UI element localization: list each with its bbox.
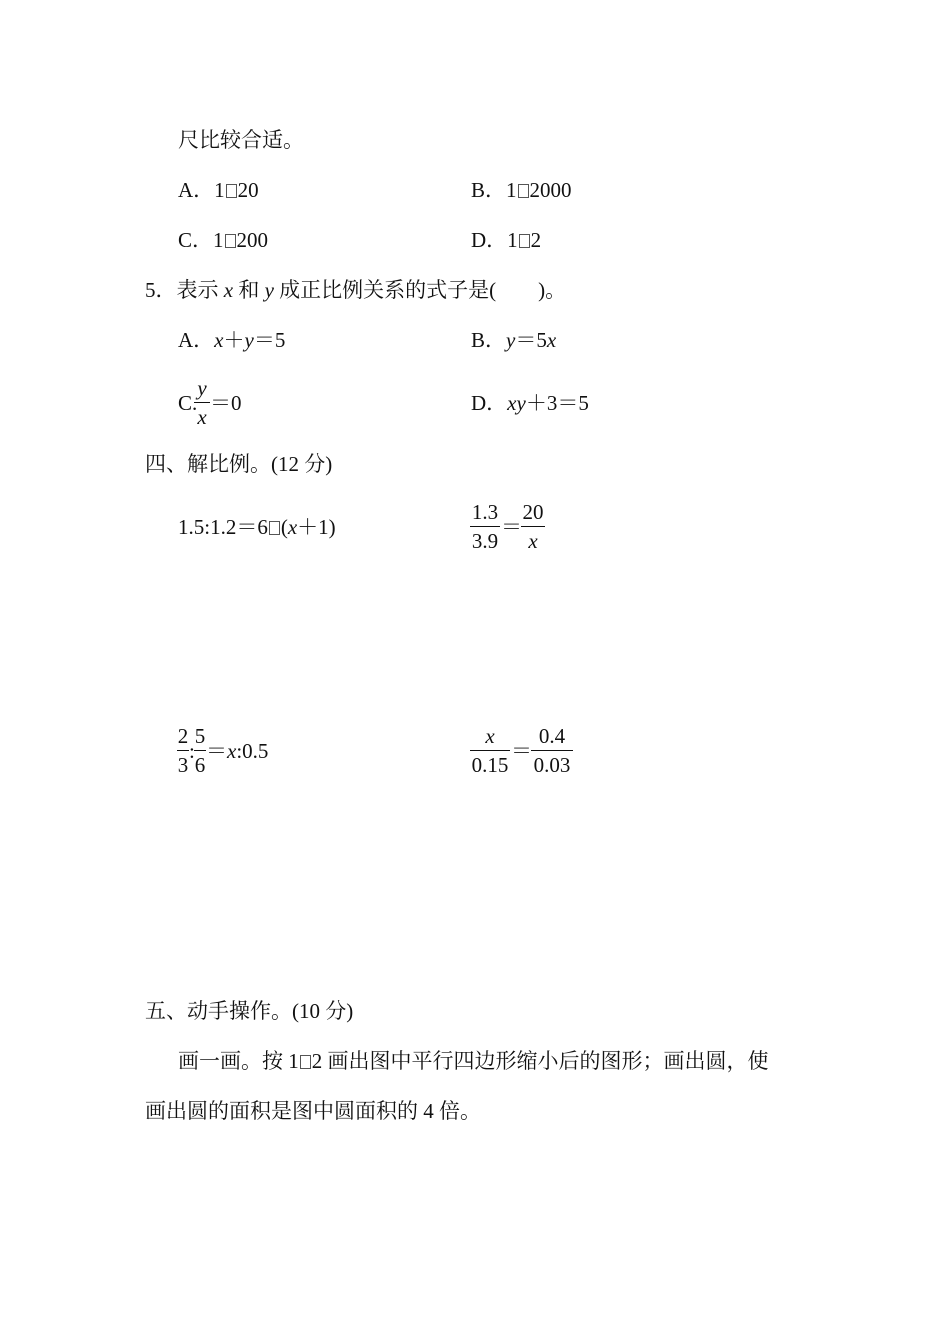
- q5-option-d: D．xy＋3＝5: [471, 391, 589, 415]
- eq3-rest: ＝x:0.5: [206, 739, 269, 763]
- ratio-box-icon: [226, 184, 237, 198]
- eq3-fraction-1: 2 3: [177, 724, 189, 777]
- section-4-title: 四、解比例。(12 分): [145, 452, 333, 476]
- section-5-title: 五、动手操作。(10 分): [145, 999, 354, 1023]
- q4-option-a: A．1 20: [178, 178, 259, 202]
- eq4-fraction-right: 0.4 0.03: [531, 724, 573, 777]
- proportion-eq-1: 1.5:1.2＝6 (x＋1): [178, 515, 336, 539]
- q5-option-a: A．x＋y＝5: [178, 328, 286, 352]
- ratio-box-icon: [300, 1055, 311, 1069]
- q4-continuation: 尺比较合适。: [178, 128, 304, 152]
- q5-option-b: B．y＝5x: [471, 328, 557, 352]
- q5-option-c-rest: ＝0: [210, 391, 242, 415]
- q4-option-b: B．1 2000: [471, 178, 572, 202]
- eq4-fraction-left: x 0.15: [471, 724, 509, 777]
- q5-stem: 5．表示 x 和 y 成正比例关系的式子是( )。: [145, 278, 567, 302]
- eq2-equals: ＝: [501, 515, 522, 539]
- section-5-instruction-line-2: 画出圆的面积是图中圆面积的 4 倍。: [145, 1099, 481, 1123]
- q5-option-c-fraction: y x: [194, 376, 210, 429]
- eq3-fraction-2: 5 6: [194, 724, 206, 777]
- ratio-box-icon: [518, 184, 529, 198]
- ratio-box-icon: [519, 234, 530, 248]
- eq3-colon: :: [189, 739, 195, 763]
- q4-option-d: D．1 2: [471, 228, 542, 252]
- eq2-fraction-right: 20 x: [522, 500, 544, 553]
- eq2-fraction-left: 1.3 3.9: [471, 500, 499, 553]
- ratio-box-icon: [225, 234, 236, 248]
- q5-option-c-letter: C.: [178, 391, 198, 415]
- q4-option-c: C．1 200: [178, 228, 269, 252]
- eq4-equals: ＝: [511, 739, 532, 763]
- section-5-instruction-line-1: 画一画。按 1 2 画出图中平行四边形缩小后的图形；画出圆，使: [178, 1049, 769, 1073]
- ratio-box-icon: [269, 521, 280, 535]
